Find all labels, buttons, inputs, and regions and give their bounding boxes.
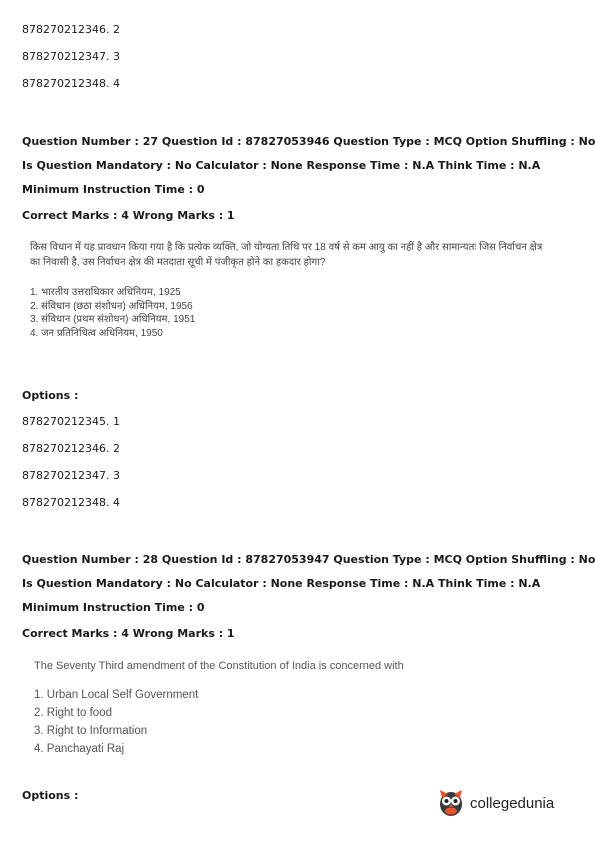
q28-header-line1: Question Number : 28 Question Id : 87827053947 Question Type : MCQ Option Shuffling : No — [22, 553, 595, 566]
option-line: 878270212347. 3 — [22, 469, 120, 482]
q27-header-line2: Is Question Mandatory : No Calculator : None Response Time : N.A Think Time : N.A — [22, 159, 541, 172]
q28-choice: 4. Panchayati Raj — [34, 743, 125, 755]
q28-header-line2: Is Question Mandatory : No Calculator : None Response Time : N.A Think Time : N.A — [22, 577, 541, 590]
q27-options-label: Options : — [22, 389, 79, 402]
q28-question-image — [34, 659, 404, 758]
q28-options-label: Options : — [22, 789, 79, 802]
option-line: 878270212347. 3 — [22, 50, 120, 63]
q28-choice: 1. Urban Local Self Government — [34, 689, 199, 701]
logo-text: collegedunia — [470, 794, 555, 812]
q28-stem: The Seventy Third amendment of the Constitution of India is concerned with — [34, 660, 404, 672]
q27-choice: 1. भारतीय उत्तराधिकार अधिनियम, 1925 — [30, 287, 181, 298]
option-line: 878270212346. 2 — [22, 23, 120, 36]
option-line: 878270212348. 4 — [22, 496, 120, 509]
q28-marks: Correct Marks : 4 Wrong Marks : 1 — [22, 627, 235, 640]
q27-choice: 2. संविधान (छठा संशोधन) अधिनियम, 1956 — [30, 300, 193, 312]
q27-choice: 4. जन प्रतिनिधित्व अधिनियम, 1950 — [30, 327, 163, 339]
option-line: 878270212345. 1 — [22, 415, 120, 428]
q27-header-line1: Question Number : 27 Question Id : 87827053946 Question Type : MCQ Option Shuffling : No — [22, 135, 595, 148]
option-line: 878270212346. 2 — [22, 442, 120, 455]
q28-choice: 3. Right to Information — [34, 725, 148, 737]
q27-stem-line1: किस विधान में यह प्रावधान किया गया है कि प्रत्येक व्यक्ति, जो योग्यता तिथि पर 18 वर्ष से कम आयु का नहीं है और सामान्यतः जिस निर्वाचन क्षेत्र — [30, 242, 543, 253]
collegedunia-logo — [436, 784, 554, 822]
owl-mascot-icon — [436, 784, 466, 822]
option-line: 878270212348. 4 — [22, 77, 120, 90]
q27-header-line3: Minimum Instruction Time : 0 — [22, 183, 205, 196]
q27-marks: Correct Marks : 4 Wrong Marks : 1 — [22, 209, 235, 222]
q27-stem-line2: का निवासी है, उस निर्वाचन क्षेत्र की मतदाता सूची में पंजीकृत होने का हकदार होगा? — [30, 257, 326, 268]
q28-header-line3: Minimum Instruction Time : 0 — [22, 601, 205, 614]
q28-choice: 2. Right to food — [34, 707, 112, 719]
q27-question-image — [30, 240, 542, 340]
q27-choice: 3. संविधान (प्रथम संशोधन) अधिनियम, 1951 — [30, 314, 196, 325]
